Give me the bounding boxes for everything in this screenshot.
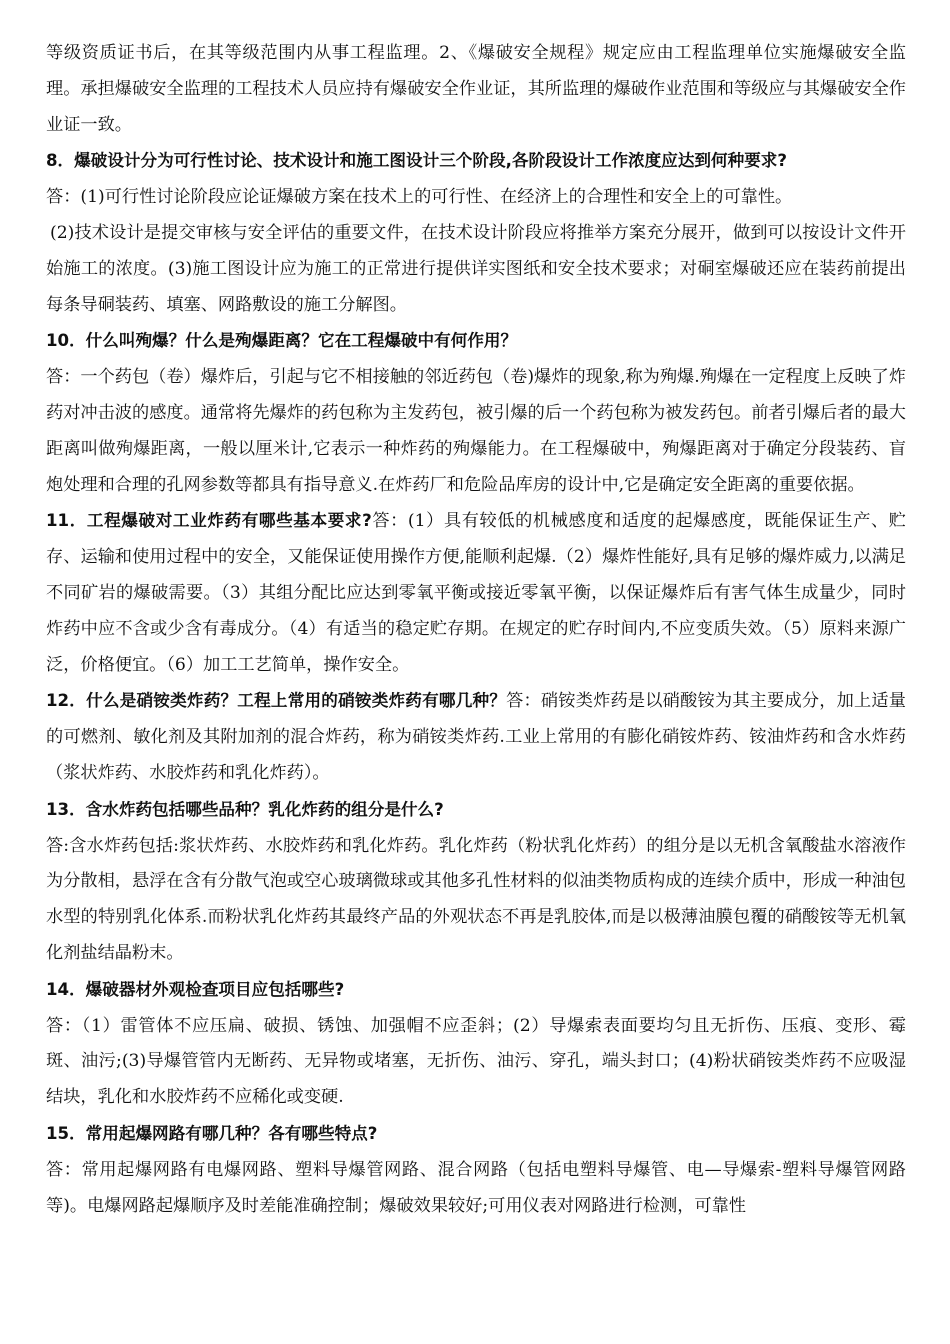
document-page xyxy=(46,36,906,1224)
answer-text: 等级资质证书后，在其等级范围内从事工程监理。2、《爆破安全规程》规定应由工程监理单位实施爆破安全监理。承担爆破安全监理的工程技术人员应持有爆破安全作业证，其所监理的爆破作业范围和等级应与其爆破安全作业证一致。 xyxy=(46,43,906,135)
question-text: 14．爆破器材外观检查项目应包括哪些? xyxy=(46,979,345,999)
question-8 xyxy=(46,143,906,180)
answer-15 xyxy=(46,1153,906,1225)
answer-text: 答：一个药包（卷）爆炸后，引起与它不相接触的邻近药包（卷)爆炸的现象,称为殉爆.殉爆在一定程度上反映了炸药对冲击波的感度。通常将先爆炸的药包称为主发药包，被引爆的后一个药包称为被发药包。前者引爆后者的最大距离叫做殉爆距离，一般以厘米计,它表示一种炸药的殉爆能力。在工程爆破中，殉爆距离对于确定分段装药、盲炮处理和合理的孔网参数等都具有指导意义.在炸药厂和危险品库房的设计中,它是确定安全距离的重要依据。 xyxy=(46,367,906,495)
question-text: 8．爆破设计分为可行性讨论、技术设计和施工图设计三个阶段,各阶段设计工作浓度应达到何种要求? xyxy=(46,151,788,171)
paragraph-continuation xyxy=(46,36,906,143)
question-text: 11．工程爆破对工业炸药有哪些基本要求? xyxy=(46,511,372,531)
question-11 xyxy=(46,503,906,683)
question-text: 10．什么叫殉爆？什么是殉爆距离？它在工程爆破中有何作用？ xyxy=(46,331,518,351)
answer-text: 答：(1)可行性讨论阶段应论证爆破方案在技术上的可行性、在经济上的合理性和安全上的可靠性。 xyxy=(46,187,793,208)
answer-8-part-2 xyxy=(46,216,906,323)
question-text: 15．常用起爆网路有哪几种？各有哪些特点? xyxy=(46,1123,378,1143)
answer-text: 答:含水炸药包括:浆状炸药、水胶炸药和乳化炸药。乳化炸药（粉状乳化炸药）的组分是以无机含氧酸盐水溶液作为分散相，悬浮在含有分散气泡或空心玻璃微球或其他多孔性材料的似油类物质构成的连续介质中，形成一种油包水型的特别乳化体系.而粉状乳化炸药其最终产品的外观状态不再是乳胶体,而是以极薄油膜包覆的硝酸铵等无机氧化剂盐结晶粉末。 xyxy=(46,835,906,963)
answer-14 xyxy=(46,1009,906,1116)
answer-13 xyxy=(46,829,906,972)
answer-8-part-1 xyxy=(46,180,906,216)
answer-text: 答：（1）雷管体不应压扁、破损、锈蚀、加强帽不应歪斜；(2）导爆索表面要均匀且无折伤、压痕、变形、霉斑、油污;(3)导爆管管内无断药、无异物或堵塞，无折伤、油污、穿孔，端头封口；(4)粉状硝铵类炸药不应吸湿结块，乳化和水胶炸药不应稀化或变硬. xyxy=(46,1015,906,1108)
answer-text: 答：(1）具有较低的机械感度和适度的起爆感度，既能保证生产、贮存、运输和使用过程中的安全，又能保证使用操作方便,能顺利起爆.（2）爆炸性能好,具有足够的爆炸威力,以满足不同矿岩的爆破需要。（3）其组分配比应达到零氧平衡或接近零氧平衡，以保证爆炸后有害气体生成量少，同时炸药中应不含或少含有毒成分。（4）有适当的稳定贮存期。在规定的贮存时间内,不应变质失效。（5）原料来源广泛，价格便宜。（6）加工工艺简单，操作安全。 xyxy=(46,511,906,675)
question-15 xyxy=(46,1116,906,1153)
question-14 xyxy=(46,972,906,1009)
answer-text: (2)技术设计是提交审核与安全评估的重要文件，在技术设计阶段应将推举方案充分展开，做到可以按设计文件开始施工的浓度。(3)施工图设计应为施工的正常进行提供详实图纸和安全技术要求；对硐室爆破还应在装药前提出每条导硐装药、填塞、网路敷设的施工分解图。 xyxy=(46,222,906,315)
question-12 xyxy=(46,683,906,791)
answer-text: 答：常用起爆网路有电爆网路、塑料导爆管网路、混合网路（包括电塑料导爆管、电—导爆索-塑料导爆管网路等)。电爆网路起爆顺序及时差能准确控制；爆破效果较好;可用仪表对网路进行检测，可靠性 xyxy=(46,1159,906,1216)
answer-text: 答：硝铵类炸药是以硝酸铵为其主要成分，加上适量的可燃剂、敏化剂及其附加剂的混合炸药，称为硝铵类炸药.工业上常用的有膨化硝铵炸药、铵油炸药和含水炸药（浆状炸药、水胶炸药和乳化炸药）。 xyxy=(46,691,906,783)
question-13 xyxy=(46,792,906,829)
question-text: 12．什么是硝铵类炸药？工程上常用的硝铵类炸药有哪几种？ xyxy=(46,691,507,711)
answer-10 xyxy=(46,360,906,503)
question-10 xyxy=(46,323,906,360)
question-text: 13．含水炸药包括哪些品种？乳化炸药的组分是什么? xyxy=(46,799,444,819)
